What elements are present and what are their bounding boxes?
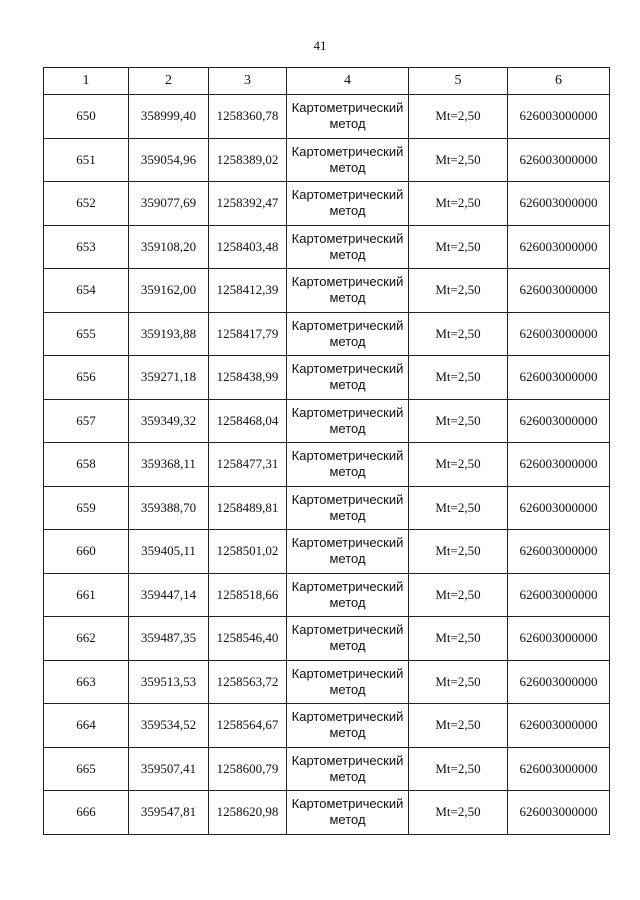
code-cell: 626003000000 xyxy=(508,225,610,269)
accuracy-cell: Mt=2,50 xyxy=(409,747,508,791)
x-coordinate-cell: 359193,88 xyxy=(129,312,209,356)
y-coordinate-cell: 1258360,78 xyxy=(209,95,287,139)
point-number-cell: 653 xyxy=(44,225,129,269)
code-cell: 626003000000 xyxy=(508,399,610,443)
accuracy-cell: Mt=2,50 xyxy=(409,225,508,269)
x-coordinate-cell: 359271,18 xyxy=(129,356,209,400)
table-row xyxy=(44,225,610,269)
method-cell xyxy=(287,95,409,139)
code-cell: 626003000000 xyxy=(508,95,610,139)
x-coordinate-cell: 359534,52 xyxy=(129,704,209,748)
x-coordinate-cell: 359054,96 xyxy=(129,138,209,182)
x-coordinate-cell: 359108,20 xyxy=(129,225,209,269)
method-line-1: Картометрический xyxy=(291,491,404,507)
accuracy-cell: Mt=2,50 xyxy=(409,356,508,400)
point-number-cell: 659 xyxy=(44,486,129,530)
table-row xyxy=(44,573,610,617)
code-cell: 626003000000 xyxy=(508,138,610,182)
method-line-2: метод xyxy=(329,333,366,349)
method-line-1: Картометрический xyxy=(291,361,404,377)
point-number-cell: 664 xyxy=(44,704,129,748)
method-cell xyxy=(287,747,409,791)
method-line-1: Картометрический xyxy=(291,274,404,290)
y-coordinate-cell: 1258518,66 xyxy=(209,573,287,617)
point-number-cell: 660 xyxy=(44,530,129,574)
code-cell: 626003000000 xyxy=(508,356,610,400)
code-cell: 626003000000 xyxy=(508,182,610,226)
x-coordinate-cell: 359077,69 xyxy=(129,182,209,226)
method-line-1: Картометрический xyxy=(291,665,404,681)
x-coordinate-cell: 358999,40 xyxy=(129,95,209,139)
y-coordinate-cell: 1258620,98 xyxy=(209,791,287,835)
code-cell: 626003000000 xyxy=(508,312,610,356)
y-coordinate-cell: 1258546,40 xyxy=(209,617,287,661)
y-coordinate-cell: 1258477,31 xyxy=(209,443,287,487)
y-coordinate-cell: 1258489,81 xyxy=(209,486,287,530)
header-col-5: 5 xyxy=(409,68,508,95)
accuracy-cell: Mt=2,50 xyxy=(409,660,508,704)
table-row xyxy=(44,356,610,400)
method-line-1: Картометрический xyxy=(291,752,404,768)
y-coordinate-cell: 1258564,67 xyxy=(209,704,287,748)
point-number-cell: 655 xyxy=(44,312,129,356)
table-row xyxy=(44,182,610,226)
table-row xyxy=(44,486,610,530)
accuracy-cell: Mt=2,50 xyxy=(409,486,508,530)
code-cell: 626003000000 xyxy=(508,617,610,661)
method-line-2: метод xyxy=(329,725,366,741)
header-col-2: 2 xyxy=(129,68,209,95)
method-line-1: Картометрический xyxy=(291,404,404,420)
point-number-cell: 657 xyxy=(44,399,129,443)
method-cell xyxy=(287,660,409,704)
table-row xyxy=(44,312,610,356)
x-coordinate-cell: 359162,00 xyxy=(129,269,209,313)
method-cell xyxy=(287,138,409,182)
table-row xyxy=(44,443,610,487)
x-coordinate-cell: 359405,11 xyxy=(129,530,209,574)
method-cell xyxy=(287,356,409,400)
method-cell xyxy=(287,704,409,748)
y-coordinate-cell: 1258600,79 xyxy=(209,747,287,791)
table-row xyxy=(44,269,610,313)
method-cell xyxy=(287,573,409,617)
x-coordinate-cell: 359547,81 xyxy=(129,791,209,835)
y-coordinate-cell: 1258468,04 xyxy=(209,399,287,443)
method-line-2: метод xyxy=(329,203,366,219)
y-coordinate-cell: 1258501,02 xyxy=(209,530,287,574)
point-number-cell: 652 xyxy=(44,182,129,226)
accuracy-cell: Mt=2,50 xyxy=(409,182,508,226)
table-row xyxy=(44,399,610,443)
x-coordinate-cell: 359513,53 xyxy=(129,660,209,704)
method-line-1: Картометрический xyxy=(291,796,404,812)
y-coordinate-cell: 1258389,02 xyxy=(209,138,287,182)
point-number-cell: 654 xyxy=(44,269,129,313)
method-line-1: Картометрический xyxy=(291,448,404,464)
method-cell xyxy=(287,312,409,356)
method-line-2: метод xyxy=(329,290,366,306)
coordinates-table xyxy=(43,67,610,835)
method-line-1: Картометрический xyxy=(291,622,404,638)
x-coordinate-cell: 359487,35 xyxy=(129,617,209,661)
point-number-cell: 665 xyxy=(44,747,129,791)
x-coordinate-cell: 359368,11 xyxy=(129,443,209,487)
method-line-2: метод xyxy=(329,377,366,393)
accuracy-cell: Mt=2,50 xyxy=(409,95,508,139)
code-cell: 626003000000 xyxy=(508,486,610,530)
method-line-1: Картометрический xyxy=(291,578,404,594)
code-cell: 626003000000 xyxy=(508,530,610,574)
header-col-6: 6 xyxy=(508,68,610,95)
method-line-2: метод xyxy=(329,638,366,654)
accuracy-cell: Mt=2,50 xyxy=(409,530,508,574)
y-coordinate-cell: 1258563,72 xyxy=(209,660,287,704)
method-line-1: Картометрический xyxy=(291,100,404,116)
method-line-2: метод xyxy=(329,246,366,262)
method-cell xyxy=(287,399,409,443)
x-coordinate-cell: 359388,70 xyxy=(129,486,209,530)
method-cell xyxy=(287,225,409,269)
method-line-1: Картометрический xyxy=(291,143,404,159)
method-cell xyxy=(287,269,409,313)
method-line-2: метод xyxy=(329,116,366,132)
code-cell: 626003000000 xyxy=(508,791,610,835)
table-row xyxy=(44,530,610,574)
table-header-row xyxy=(44,68,610,95)
method-line-2: метод xyxy=(329,464,366,480)
method-cell xyxy=(287,443,409,487)
method-line-1: Картометрический xyxy=(291,187,404,203)
accuracy-cell: Mt=2,50 xyxy=(409,617,508,661)
accuracy-cell: Mt=2,50 xyxy=(409,704,508,748)
method-line-2: метод xyxy=(329,159,366,175)
table-row xyxy=(44,617,610,661)
table-row xyxy=(44,791,610,835)
accuracy-cell: Mt=2,50 xyxy=(409,269,508,313)
table-row xyxy=(44,704,610,748)
y-coordinate-cell: 1258412,39 xyxy=(209,269,287,313)
method-line-2: метод xyxy=(329,507,366,523)
method-line-1: Картометрический xyxy=(291,709,404,725)
method-cell xyxy=(287,617,409,661)
method-line-2: метод xyxy=(329,681,366,697)
code-cell: 626003000000 xyxy=(508,747,610,791)
point-number-cell: 658 xyxy=(44,443,129,487)
y-coordinate-cell: 1258392,47 xyxy=(209,182,287,226)
accuracy-cell: Mt=2,50 xyxy=(409,443,508,487)
method-cell xyxy=(287,791,409,835)
accuracy-cell: Mt=2,50 xyxy=(409,791,508,835)
point-number-cell: 663 xyxy=(44,660,129,704)
code-cell: 626003000000 xyxy=(508,704,610,748)
x-coordinate-cell: 359507,41 xyxy=(129,747,209,791)
code-cell: 626003000000 xyxy=(508,573,610,617)
point-number-cell: 651 xyxy=(44,138,129,182)
accuracy-cell: Mt=2,50 xyxy=(409,138,508,182)
point-number-cell: 666 xyxy=(44,791,129,835)
x-coordinate-cell: 359349,32 xyxy=(129,399,209,443)
page-number: 41 xyxy=(313,38,327,53)
method-line-2: метод xyxy=(329,551,366,567)
method-line-2: метод xyxy=(329,812,366,828)
header-col-4: 4 xyxy=(287,68,409,95)
point-number-cell: 650 xyxy=(44,95,129,139)
header-col-3: 3 xyxy=(209,68,287,95)
point-number-cell: 662 xyxy=(44,617,129,661)
y-coordinate-cell: 1258403,48 xyxy=(209,225,287,269)
method-line-2: метод xyxy=(329,768,366,784)
method-cell xyxy=(287,530,409,574)
method-line-1: Картометрический xyxy=(291,230,404,246)
method-cell xyxy=(287,486,409,530)
code-cell: 626003000000 xyxy=(508,660,610,704)
method-line-2: метод xyxy=(329,420,366,436)
y-coordinate-cell: 1258417,79 xyxy=(209,312,287,356)
code-cell: 626003000000 xyxy=(508,443,610,487)
method-cell xyxy=(287,182,409,226)
accuracy-cell: Mt=2,50 xyxy=(409,312,508,356)
table-row xyxy=(44,95,610,139)
method-line-2: метод xyxy=(329,594,366,610)
table-row xyxy=(44,747,610,791)
y-coordinate-cell: 1258438,99 xyxy=(209,356,287,400)
table-body xyxy=(44,95,610,835)
point-number-cell: 661 xyxy=(44,573,129,617)
x-coordinate-cell: 359447,14 xyxy=(129,573,209,617)
method-line-1: Картометрический xyxy=(291,535,404,551)
header-col-1: 1 xyxy=(44,68,129,95)
table-row xyxy=(44,138,610,182)
table-row xyxy=(44,660,610,704)
accuracy-cell: Mt=2,50 xyxy=(409,399,508,443)
method-line-1: Картометрический xyxy=(291,317,404,333)
code-cell: 626003000000 xyxy=(508,269,610,313)
point-number-cell: 656 xyxy=(44,356,129,400)
accuracy-cell: Mt=2,50 xyxy=(409,573,508,617)
